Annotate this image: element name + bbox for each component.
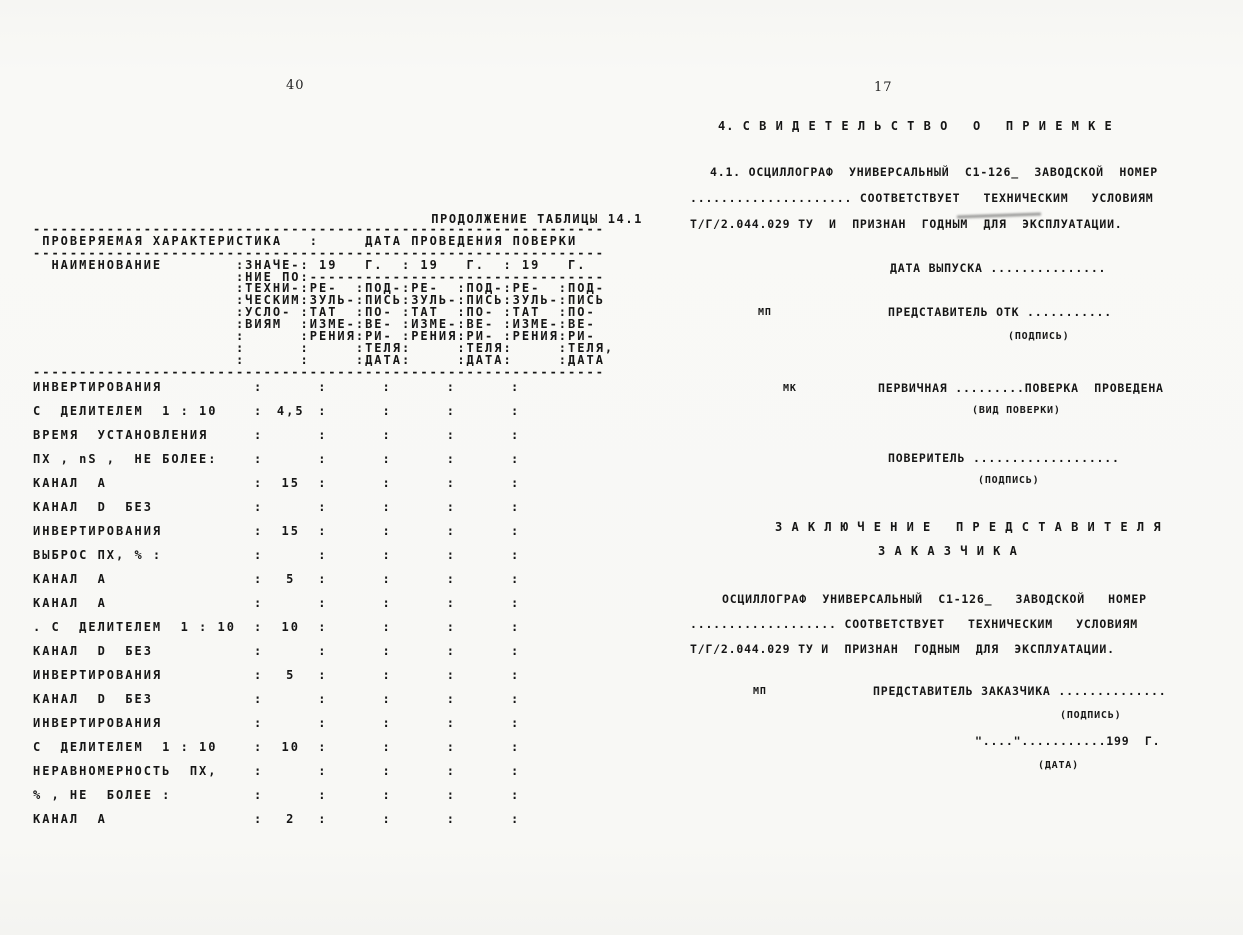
row-cell-empty (392, 380, 447, 394)
row-value-spec: 5 (286, 572, 296, 586)
column-divider (318, 380, 327, 394)
column-divider (254, 476, 263, 490)
table-header-line: : :РЕНИЯ:РИ- :РЕНИЯ:РИ- :РЕНИЯ:РИ- (33, 329, 596, 344)
column-divider (382, 380, 391, 394)
column-divider (447, 404, 456, 418)
column-divider (254, 692, 263, 706)
row-cell-empty (456, 644, 511, 658)
conclusion-title-line1: З А К Л Ю Ч Е Н И Е П Р Е Д С Т А В И Т Е Л Я (775, 520, 1162, 534)
column-divider (511, 764, 520, 778)
row-cell-empty (456, 428, 511, 442)
column-divider (447, 788, 456, 802)
column-divider (447, 812, 456, 826)
column-divider (318, 452, 327, 466)
column-divider (382, 572, 391, 586)
column-divider (254, 764, 263, 778)
row-value-spec (263, 788, 318, 802)
row-cell-empty (327, 572, 382, 586)
column-divider (382, 740, 391, 754)
row-cell-empty (456, 788, 511, 802)
row-name: . С ДЕЛИТЕЛЕМ 1 : 10 (33, 620, 236, 634)
table-row (33, 452, 520, 466)
column-divider (447, 572, 456, 586)
column-divider (511, 716, 520, 730)
table-header-line: : : :ДАТА: :ДАТА: :ДАТА (33, 352, 605, 367)
column-divider (511, 380, 520, 394)
column-divider (254, 596, 263, 610)
row-value-spec: 10 (281, 620, 300, 634)
row-cell-empty (392, 620, 447, 634)
column-divider (318, 476, 327, 490)
row-value-spec (263, 692, 318, 706)
row-cell-empty (392, 428, 447, 442)
column-divider (318, 572, 327, 586)
stamp-mk: МК (783, 383, 797, 394)
column-divider (318, 764, 327, 778)
row-cell-empty (327, 692, 382, 706)
row-name: КАНАЛ А (33, 812, 107, 826)
row-cell-empty (327, 668, 382, 682)
table-row (33, 692, 520, 706)
table-row (33, 668, 520, 682)
acceptance-certificate-title: 4. С В И Д Е Т Е Л Ь С Т В О О П Р И Е М К Е (718, 119, 1113, 133)
column-divider (447, 524, 456, 538)
signature-label-3: (ПОДПИСЬ) (1060, 710, 1122, 721)
para2-line2: ................... СООТВЕТСТВУЕТ ТЕХНИЧЕСКИМ УСЛОВИЯМ (690, 617, 1138, 631)
row-name: НЕРАВНОМЕРНОСТЬ ПХ, (33, 764, 218, 778)
row-cell-empty (392, 740, 447, 754)
row-cell-empty (327, 404, 382, 418)
row-cell-empty (456, 404, 511, 418)
row-cell-empty (392, 788, 447, 802)
customer-representative-line: ПРЕДСТАВИТЕЛЬ ЗАКАЗЧИКА .............. (873, 684, 1167, 698)
column-divider (254, 644, 263, 658)
row-cell-empty (392, 716, 447, 730)
column-divider (511, 596, 520, 610)
row-cell-empty (327, 812, 382, 826)
table-header-line: :НИЕ ПО:-------------------------------- (33, 269, 605, 284)
column-divider (254, 572, 263, 586)
row-value-spec (263, 452, 318, 466)
column-divider (382, 788, 391, 802)
row-cell-empty (327, 500, 382, 514)
column-divider (382, 476, 391, 490)
row-cell-empty (456, 620, 511, 634)
row-name: ВЫБРОС ПХ, % : (33, 548, 163, 562)
table-caption: ПРОДОЛЖЕНИЕ ТАБЛИЦЫ 14.1 (431, 212, 643, 226)
row-cell-empty (327, 452, 382, 466)
row-name: ПХ , nS , НЕ БОЛЕЕ: (33, 452, 218, 466)
row-cell-empty (327, 476, 382, 490)
column-divider (511, 452, 520, 466)
row-name: % , НЕ БОЛЕЕ : (33, 788, 172, 802)
column-divider (318, 812, 327, 826)
row-cell-empty (456, 500, 511, 514)
column-divider (318, 740, 327, 754)
row-cell-empty (327, 620, 382, 634)
column-divider (318, 428, 327, 442)
row-cell-empty (392, 692, 447, 706)
table-header-line: : : :ТЕЛЯ: :ТЕЛЯ: :ТЕЛЯ, (33, 340, 615, 355)
table-header-line: :ЧЕСКИМ:ЗУЛЬ-:ПИСЬ:ЗУЛЬ-:ПИСЬ:ЗУЛЬ-:ПИСЬ (33, 293, 605, 308)
row-cell-empty (392, 548, 447, 562)
column-divider (254, 500, 263, 514)
column-divider (447, 596, 456, 610)
column-divider (511, 548, 520, 562)
row-cell-empty (392, 500, 447, 514)
signature-label-1: (ПОДПИСЬ) (1008, 331, 1070, 342)
row-cell-empty (327, 596, 382, 610)
column-divider (254, 404, 263, 418)
date-label: (ДАТА) (1038, 760, 1079, 771)
row-cell-empty (392, 476, 447, 490)
column-divider (382, 812, 391, 826)
column-divider (447, 548, 456, 562)
column-divider (254, 548, 263, 562)
column-divider (318, 404, 327, 418)
row-cell-empty (456, 812, 511, 826)
table-row (33, 572, 520, 586)
column-divider (511, 740, 520, 754)
row-cell-empty (327, 428, 382, 442)
row-value-spec (263, 380, 318, 394)
row-value-spec: 10 (281, 740, 300, 754)
row-cell-empty (327, 716, 382, 730)
column-divider (382, 716, 391, 730)
table-row (33, 764, 520, 778)
table-row (33, 788, 520, 802)
column-divider (447, 740, 456, 754)
column-divider (511, 788, 520, 802)
column-divider (447, 668, 456, 682)
conclusion-title-line2: З А К А З Ч И К А (878, 544, 1018, 558)
row-name: КАНАЛ А (33, 572, 107, 586)
row-cell-empty (327, 644, 382, 658)
column-divider (318, 644, 327, 658)
row-cell-empty (456, 524, 511, 538)
row-name: ИНВЕРТИРОВАНИЯ (33, 380, 163, 394)
table-row (33, 716, 520, 730)
row-value-spec (263, 716, 318, 730)
table-row (33, 428, 520, 442)
column-divider (447, 764, 456, 778)
column-divider (447, 380, 456, 394)
column-divider (254, 716, 263, 730)
table-row (33, 500, 520, 514)
date-of-issue-line: ДАТА ВЫПУСКА ............... (890, 261, 1107, 275)
row-name: КАНАЛ D БЕЗ (33, 644, 153, 658)
row-value-spec (263, 764, 318, 778)
row-value-spec: 15 (281, 524, 300, 538)
row-cell-empty (456, 476, 511, 490)
row-name: ИНВЕРТИРОВАНИЯ (33, 524, 163, 538)
column-divider (382, 500, 391, 514)
stamp-mp-2: МП (753, 686, 767, 697)
row-name: ИНВЕРТИРОВАНИЯ (33, 716, 163, 730)
table-row (33, 524, 520, 538)
column-divider (318, 788, 327, 802)
row-cell-empty (392, 596, 447, 610)
column-divider (447, 500, 456, 514)
table-header-line: -------------------------------------------------------------- (33, 245, 605, 260)
column-divider (447, 716, 456, 730)
table-row (33, 812, 520, 826)
verifier-line: ПОВЕРИТЕЛЬ ................... (888, 451, 1120, 465)
column-divider (382, 428, 391, 442)
column-divider (254, 380, 263, 394)
row-cell-empty (392, 812, 447, 826)
row-cell-empty (392, 404, 447, 418)
table-header-line: :ВИЯМ :ИЗМЕ-:ВЕ- :ИЗМЕ-:ВЕ- :ИЗМЕ-:ВЕ- (33, 317, 596, 332)
row-cell-empty (456, 764, 511, 778)
column-divider (382, 620, 391, 634)
row-cell-empty (392, 668, 447, 682)
table-row (33, 596, 520, 610)
otk-representative-line: ПРЕДСТАВИТЕЛЬ ОТК ........... (888, 305, 1112, 319)
row-value-spec (263, 500, 318, 514)
column-divider (382, 764, 391, 778)
column-divider (511, 572, 520, 586)
table-header-line: -------------------------------------------------------------- (33, 364, 605, 379)
table-header-lines (33, 224, 614, 379)
column-divider (318, 596, 327, 610)
stamp-mp-1: МП (758, 307, 772, 318)
column-divider (318, 668, 327, 682)
column-divider (382, 524, 391, 538)
table-row (33, 620, 520, 634)
row-name: С ДЕЛИТЕЛЕМ 1 : 10 (33, 740, 218, 754)
column-divider (254, 812, 263, 826)
table-header-line: :ТЕХНИ-:РЕ- :ПОД-:РЕ- :ПОД-:РЕ- :ПОД- (33, 281, 605, 296)
table-row (33, 404, 520, 418)
row-cell-empty (456, 692, 511, 706)
row-cell-empty (456, 380, 511, 394)
row-cell-empty (392, 572, 447, 586)
page-number-left: 40 (286, 78, 305, 93)
column-divider (511, 644, 520, 658)
row-cell-empty (456, 572, 511, 586)
column-divider (318, 500, 327, 514)
row-cell-empty (392, 452, 447, 466)
row-cell-empty (327, 548, 382, 562)
column-divider (447, 692, 456, 706)
column-divider (511, 500, 520, 514)
para1-line1: 4.1. ОСЦИЛЛОГРАФ УНИВЕРСАЛЬНЫЙ С1-126_ ЗАВОДСКОЙ НОМЕР (710, 165, 1158, 179)
column-divider (382, 452, 391, 466)
date-fill-line: "...."...........199 Г. (975, 734, 1161, 748)
column-divider (254, 620, 263, 634)
para2-line3: Т/Г/2.044.029 ТУ И ПРИЗНАН ГОДНЫМ ДЛЯ ЭКСПЛУАТАЦИИ. (690, 642, 1115, 656)
row-cell-empty (327, 740, 382, 754)
column-divider (447, 452, 456, 466)
row-value-spec (263, 596, 318, 610)
table-row (33, 740, 520, 754)
row-cell-empty (392, 524, 447, 538)
table-row (33, 644, 520, 658)
row-value-spec (263, 644, 318, 658)
table-header-line: :УСЛО- :ТАТ :ПО- :ТАТ :ПО- :ТАТ :ПО- (33, 305, 596, 320)
row-value-spec (263, 548, 318, 562)
column-divider (318, 692, 327, 706)
row-cell-empty (327, 764, 382, 778)
table-header-line: -------------------------------------------------------------- (33, 222, 605, 236)
row-cell-empty (456, 668, 511, 682)
column-divider (511, 668, 520, 682)
column-divider (382, 596, 391, 610)
row-name: КАНАЛ D БЕЗ (33, 692, 153, 706)
para1-line3: Т/Г/2.044.029 ТУ И ПРИЗНАН ГОДНЫМ ДЛЯ ЭКСПЛУАТАЦИИ. (690, 217, 1123, 231)
column-divider (511, 620, 520, 634)
row-cell-empty (456, 548, 511, 562)
signature-label-2: (ПОДПИСЬ) (978, 475, 1040, 486)
row-cell-empty (392, 644, 447, 658)
column-divider (511, 812, 520, 826)
column-divider (447, 644, 456, 658)
column-divider (511, 524, 520, 538)
column-divider (447, 428, 456, 442)
column-divider (382, 692, 391, 706)
row-value-spec: 5 (286, 668, 296, 682)
row-cell-empty (327, 380, 382, 394)
column-divider (254, 524, 263, 538)
column-divider (254, 428, 263, 442)
table-row (33, 380, 520, 394)
row-cell-empty (327, 788, 382, 802)
row-name: С ДЕЛИТЕЛЕМ 1 : 10 (33, 404, 218, 418)
row-cell-empty (456, 596, 511, 610)
row-name: КАНАЛ А (33, 596, 107, 610)
column-divider (382, 668, 391, 682)
column-divider (447, 620, 456, 634)
check-type-label: (ВИД ПОВЕРКИ) (972, 405, 1061, 416)
row-name: ВРЕМЯ УСТАНОВЛЕНИЯ (33, 428, 209, 442)
row-name: КАНАЛ А (33, 476, 107, 490)
column-divider (511, 692, 520, 706)
row-cell-empty (456, 452, 511, 466)
table-header-line: НАИМЕНОВАНИЕ :ЗНАЧЕ-: 19 Г. : 19 Г. : 19 Г. (33, 257, 587, 272)
column-divider (382, 644, 391, 658)
table-row (33, 548, 520, 562)
para1-line2: ..................... СООТВЕТСТВУЕТ ТЕХНИЧЕСКИМ УСЛОВИЯМ (690, 191, 1154, 205)
row-value-spec: 4,5 (276, 404, 305, 418)
page-number-right: 17 (874, 80, 893, 95)
row-cell-empty (456, 740, 511, 754)
column-divider (511, 428, 520, 442)
table-header-line: ПРОВЕРЯЕМАЯ ХАРАКТЕРИСТИКА : ДАТА ПРОВЕДЕНИЯ ПОВЕРКИ (33, 233, 578, 248)
column-divider (511, 476, 520, 490)
column-divider (382, 404, 391, 418)
column-divider (511, 404, 520, 418)
row-value-spec (263, 428, 318, 442)
column-divider (254, 788, 263, 802)
column-divider (382, 548, 391, 562)
para2-line1: ОСЦИЛЛОГРАФ УНИВЕРСАЛЬНЫЙ С1-126_ ЗАВОДСКОЙ НОМЕР (722, 592, 1147, 606)
row-value-spec: 15 (281, 476, 300, 490)
column-divider (318, 620, 327, 634)
row-cell-empty (456, 716, 511, 730)
column-divider (318, 524, 327, 538)
row-name: КАНАЛ D БЕЗ (33, 500, 153, 514)
column-divider (318, 716, 327, 730)
row-cell-empty (327, 524, 382, 538)
column-divider (254, 452, 263, 466)
row-cell-empty (392, 764, 447, 778)
column-divider (254, 740, 263, 754)
row-value-spec: 2 (286, 812, 296, 826)
column-divider (447, 476, 456, 490)
column-divider (254, 668, 263, 682)
row-name: ИНВЕРТИРОВАНИЯ (33, 668, 163, 682)
primary-check-line: ПЕРВИЧНАЯ .........ПОВЕРКА ПРОВЕДЕНА (878, 381, 1164, 395)
column-divider (318, 548, 327, 562)
table-row (33, 476, 520, 490)
